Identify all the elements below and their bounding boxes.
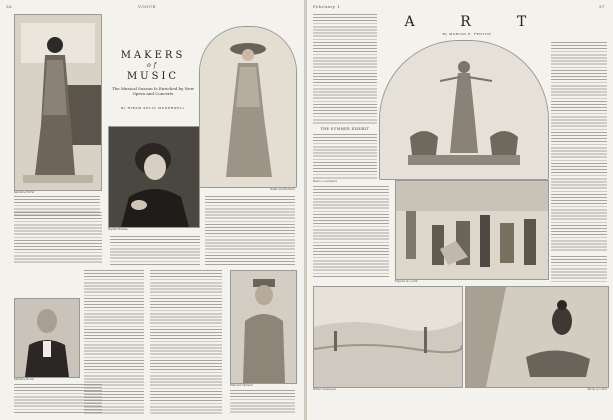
art-column-1c	[313, 186, 389, 278]
photo-soldier	[230, 270, 297, 384]
art-column-3b	[551, 256, 607, 282]
byline-left: By HIRAM KELLY MODERWELL	[120, 106, 186, 110]
photo-woman-piano	[14, 14, 102, 191]
art-column-1b	[313, 134, 377, 180]
caption-borck: Madame Borck	[14, 378, 34, 381]
article-column-2c	[150, 270, 222, 414]
section-head: THE SUMMER EXHIBIT	[320, 127, 370, 131]
title-of: of	[147, 62, 159, 69]
photo-singer-portrait	[108, 126, 200, 228]
art-column-3	[551, 42, 607, 252]
title-music: MUSIC	[126, 71, 180, 82]
article-column-4	[230, 390, 295, 414]
caption-crowd: Figures in a park	[395, 280, 418, 283]
art-column-1	[313, 14, 377, 124]
photo-park-crowd	[395, 180, 549, 280]
running-head-right: February 1	[313, 4, 341, 9]
title-t: T	[516, 14, 530, 30]
photo-winter-landscape	[313, 286, 463, 388]
title-a: A	[404, 14, 418, 30]
caption-winter: Winter landscape	[313, 388, 336, 391]
photo-girl-with-hat	[199, 26, 297, 188]
caption-farrar: Madame Farrar	[14, 191, 35, 194]
photo-man-portrait	[14, 298, 80, 378]
photo-bird	[465, 286, 609, 388]
subtitle: The Musical Season Is Enriched by New Opera and Concerts	[112, 86, 194, 97]
caption-soldier: Edmond Clement	[230, 384, 253, 387]
page-number-right: 37	[599, 4, 606, 9]
article-column-2	[110, 236, 200, 266]
page-number-left: 36	[6, 4, 13, 9]
title-r: R	[460, 14, 474, 30]
title-makers: MAKERS	[120, 50, 186, 61]
caption-nellie: Nellie and Barbara	[269, 188, 295, 191]
article-column-3	[205, 196, 295, 266]
photo-sculpture	[379, 40, 549, 180]
article-column-1	[14, 212, 102, 264]
byline-right: By MARION E. FENTON	[442, 32, 492, 36]
caption-bird: Study of a bird	[587, 388, 607, 391]
article-column-2b	[84, 270, 144, 414]
right-page	[307, 0, 613, 420]
left-page	[0, 0, 305, 420]
caption-sculpture: Diana, a sculpture	[313, 180, 338, 183]
running-head-left: VOGUE	[138, 4, 157, 9]
caption-sophie: Sophie Braslau	[108, 228, 128, 231]
